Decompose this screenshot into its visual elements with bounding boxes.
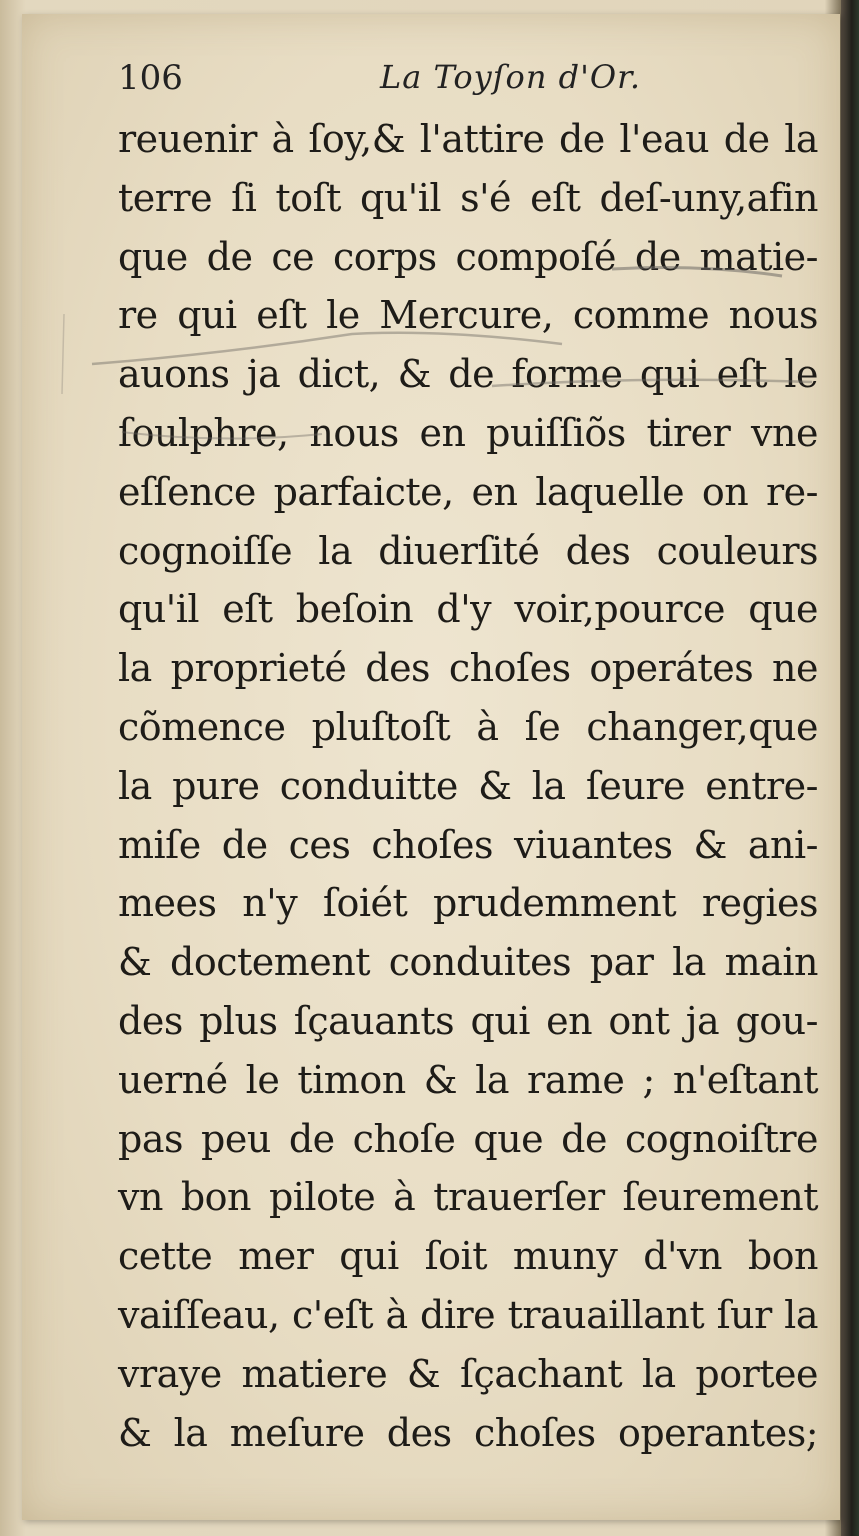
text-line: auons ja dict, & de forme qui eſt le (118, 352, 818, 397)
text-line: miſe de ces choſes viuantes & ani- (118, 822, 818, 867)
text-line: pas peu de choſe que de cognoiſtre (118, 1116, 818, 1161)
text-line: eſſence parfaicte, en laquelle on re- (118, 469, 818, 514)
text-line: mees n'y ſoiét prudemment regies (118, 881, 818, 926)
running-title: La Toyſon d'Or. (380, 58, 642, 96)
text-line: la pure conduitte & la ſeure entre- (118, 763, 818, 808)
binding-edge (841, 0, 859, 1536)
text-line: vn bon pilote à trauerſer ſeurement (118, 1175, 818, 1220)
body-text (118, 110, 818, 1462)
book-page (22, 14, 840, 1520)
text-line: cõmence pluſtoſt à ſe changer,que (118, 704, 818, 749)
text-line: re qui eſt le Mercure, comme nous (118, 293, 818, 338)
text-line: cette mer qui ſoit muny d'vn bon (118, 1234, 818, 1279)
page-number: 106 (118, 58, 183, 98)
text-line: & la meſure des choſes operantes; (118, 1410, 818, 1455)
text-line: qu'il eſt beſoin d'y voir,pource que (118, 587, 818, 632)
text-line: des plus ſçauants qui en ont ja gou- (118, 998, 818, 1043)
text-line: que de ce corps compoſé de matie- (118, 234, 818, 279)
page-header (118, 58, 678, 114)
text-line: terre ſi toſt qu'il s'é eſt deſ-uny,afin (118, 175, 818, 220)
text-line: la proprieté des choſes operátes ne (118, 646, 818, 691)
text-line: reuenir à ſoy,& l'attire de l'eau de la (118, 117, 818, 161)
text-line: cognoiſſe la diuerſité des couleurs (118, 528, 818, 573)
text-line: uerné le timon & la rame ; n'eſtant (118, 1057, 818, 1102)
text-line: vaiſſeau, c'eſt à dire trauaillant ſur la (118, 1292, 818, 1337)
text-line: vraye matiere & ſçachant la portee (118, 1351, 818, 1396)
text-line: ſoulphre, nous en puiſſiõs tirer vne (118, 410, 818, 455)
text-line: & doctement conduites par la main (118, 940, 818, 985)
